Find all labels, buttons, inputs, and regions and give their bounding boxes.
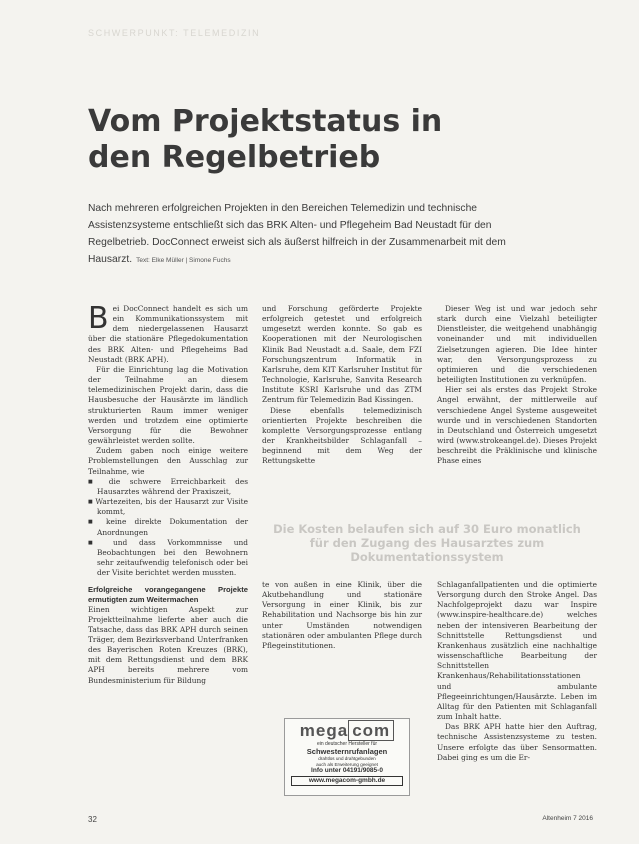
column-3-lower: [437, 580, 597, 763]
col2-p1: und Forschung geförderte Projekte erfolgreich getestet und erfolgreich umgesetzt werden konnte. So gab es Kooperationen mit der Neurologischen Klinik Bad Neustadt a.d. Saale, dem FZI Forschungszentrum Informatik in Karlsruhe, dem KIT Karlsruher Institut für Technologie, Karlsruhe, Sanvita Research Institute KSRI Karlsruhe und das ZTM Zentrum für Telemedizin Bad Kissingen.: [262, 304, 422, 405]
dropcap: B: [88, 301, 109, 336]
bullet-item: ■ die schwere Erreichbarkeit des Hausarztes während der Praxiszeit,: [88, 477, 248, 497]
bullet-item: ■ keine direkte Dokumentation der Anordnungen: [88, 517, 248, 537]
ad-detail: auch als Erweiterung geeignet: [316, 761, 378, 767]
ad-product: Schwesternrufanlagen: [306, 747, 388, 756]
column-3: [437, 304, 597, 467]
col3-p3: Schlaganfallpatienten und die optimierte Versorgung durch den Stroke Angel. Das Nachfolgeprojekt dazu war Inspire (www.inspire-healthcare.de) welches neben der intensiveren Bearbeitung der Schnittstelle Rettungsdienst und Krankenhaus zusätzlich eine nachhaltige wissenschaftliche Bearbeitung der Schnittstellen Krankenhaus/Rehabilitationsstationen und ambulante Pflegeeinrichtungen/Hausärzte. Leben im Alltag für den Patienten mit Schlaganfall zum Inhalt hatte.: [437, 580, 597, 722]
ad-tagline: ein deutscher Hersteller für: [316, 741, 378, 747]
bullet-item: ■ Wartezeiten, bis der Hausarzt zur Visite kommt,: [88, 497, 248, 517]
ad-logo-box: com: [348, 720, 394, 741]
col2-p3: te von außen in eine Klinik, über die Akutbehandlung und stationäre Versorgung in einer Klinik, bis zur Rehabilitation und Nachsorge bis hin zur unter Umständen notwendigen stationären oder ambulanten Pflege durch Pflegeinstitutionen.: [262, 580, 422, 650]
publication-footer: Altenheim 7 2016: [542, 815, 593, 822]
ad-detail: drahtlos und drahtgebunden: [318, 756, 376, 761]
col1-p2: Für die Einrichtung lag die Motivation der Teilnahme an diesem telemedizinischen Projekt darin, dass die Hausbesuche der Hausärzte im ländlich strukturierten Raum immer weniger werden und trotzdem eine optimierte Versorgung für die Bewohner gewährleistet werden sollte.: [88, 364, 248, 446]
byline: Text: Elke Müller | Simone Fuchs: [136, 257, 231, 264]
col3-p1: Dieser Weg ist und war jedoch sehr stark durch eine Vielzahl beteiligter Dienstleister, die weitgehend unabhängig voneinander und mit individuellen Zielsetzungen agieren. Die Idee hinter war, den Versorgungsprozess zu optimieren und die verschiedenen beteiligten Institutionen zu verknüpfen.: [437, 304, 597, 385]
subheading: Erfolgreiche vorangegangene Projekte ermutigten zum Weitermachen: [88, 584, 248, 604]
col1-p1: ei DocConnect handelt es sich um ein Kommunikationssystem mit dem niedergelassenen Hausarzt über die stationäre Pflegedokumentation des BRK Alten- und Pflegeheims Bad Neustadt (BRK APH).: [88, 304, 248, 364]
ad-url: www.megacom-gmbh.de: [291, 776, 403, 786]
pull-quote: Die Kosten belaufen sich auf 30 Euro monatlich für den Zugang des Hausarztes zum Dokumentationssystem: [273, 522, 581, 564]
lead-paragraph: [88, 200, 528, 269]
col1-p3: Zudem gaben noch einige weitere Problemstellungen den Ausschlag zur Teilnahme, wie: [88, 446, 248, 476]
section-label: SCHWERPUNKT: TELEMEDIZIN: [88, 28, 261, 38]
col3-p4: Das BRK APH hatte hier den Auftrag, technische Assistenzsysteme zu testen. Unsere erfolgte das über Sensormatten. Dabei ging es um die Er-: [437, 722, 597, 762]
col2-p2: Diese ebenfalls telemedizinisch orientierten Projekte beschreiben die komplette Versorgungsprozesse entlang der Krankheitsbilder Schlaganfall – beginnend mit dem Weg der Rettungskette: [262, 405, 422, 466]
headline: Vom Projektstatus in den Regelbetrieb: [88, 104, 443, 175]
column-2-lower: [262, 580, 422, 651]
column-2: [262, 304, 422, 467]
bullet-item: ■ und dass Vorkommnisse und Beobachtungen bei den Bewohnern sehr zeitaufwendig telefonisch oder bei der Visite berichtet werden mussten.: [88, 538, 248, 579]
ad-phone: Info unter 04191/9085-0: [311, 767, 383, 775]
page-number: 32: [88, 815, 97, 824]
ad-logo-text: mega: [299, 721, 349, 740]
bullet-list: [88, 477, 248, 579]
intro-paragraph: [88, 301, 248, 365]
col3-p2: Hier sei als erstes das Projekt Stroke Angel erwähnt, der mittlerweile auf verschiedene Angel Systeme ausgeweitet wurde und in verschiedenen Standorten in Deutschland und Österreich umgesetzt wird (www.strokeangel.de). Dieses Projekt beschreibt die Präklinische und klinische Phase eines: [437, 385, 597, 466]
ad-logo: [285, 721, 409, 741]
lead-text: Nach mehreren erfolgreichen Projekten in den Bereichen Telemedizin und technische Assistenzsysteme entschließt sich das BRK Alten- und Pflegeheim Bad Neustadt für den Regelbetrieb. DocConnect erweist sich als äußerst hilfreich in der Zusammenarbeit mit dem Hausarzt.: [88, 203, 506, 265]
col1-p4: Einen wichtigen Aspekt zur Projektteilnahme lieferte aber auch die Tatsache, dass das BRK APH durch seinen Träger, dem Bezirksverband Unterfranken des Bayerischen Roten Kreuzes (BRK), mit dem Rettungsdienst und dem BRK APH bereits mehrere vom Bundesministerium für Bildung: [88, 604, 248, 685]
advertisement: [284, 718, 410, 796]
column-1: [88, 301, 248, 686]
